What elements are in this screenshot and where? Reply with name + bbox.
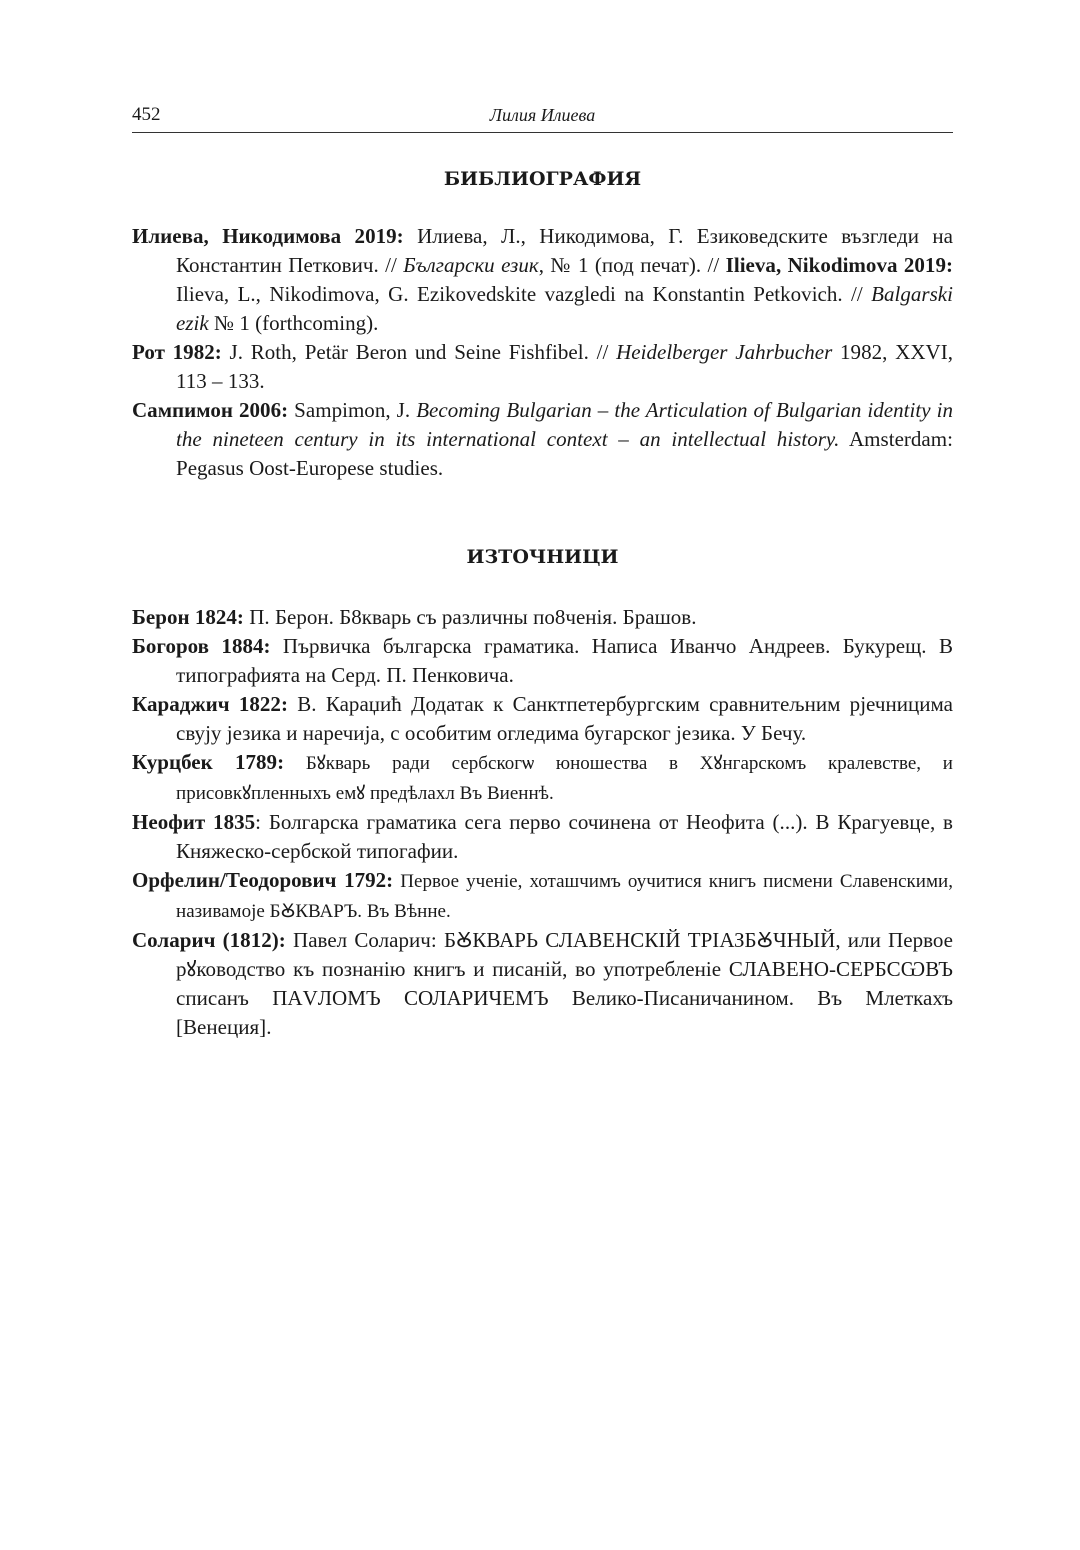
entry-text: Первое ученіе, хоташчимъ оучитися книгъ писмени Славенскими, називамоје БꙊКВАРЪ. Въ Вѣнне.: [176, 871, 953, 922]
source-entry: [132, 632, 953, 690]
entry-key: Берон 1824:: [132, 605, 244, 629]
entry-text: № 1 (forthcoming).: [208, 311, 379, 335]
source-entry: [132, 603, 953, 632]
bibliography-list: [132, 222, 953, 483]
entry-key: Сампимон 2006:: [132, 398, 289, 422]
source-entry: [132, 926, 953, 1042]
entry-text: Бꙋкварь ради сербскогѡ юношества в Хꙋнгарскомъ кралевстве, и присовкꙋпленныхъ емꙋ предѣлахл Въ Виеннѣ.: [176, 753, 953, 804]
bibliography-entry: [132, 338, 953, 396]
source-entry: [132, 748, 953, 808]
entry-italic: Български език: [403, 253, 539, 277]
entry-key: Орфелин/Теодорович 1792:: [132, 868, 394, 892]
source-entry: [132, 808, 953, 866]
entry-text: Илиева, Л., Никодимова, Г. Езиковедските възгледи на Константин Петкович. //: [176, 224, 953, 277]
sources-list: [132, 603, 953, 1042]
entry-key: Караджич 1822:: [132, 692, 288, 716]
bibliography-entry: [132, 222, 953, 338]
running-head: Лилия Илиева: [489, 105, 596, 125]
source-entry: [132, 866, 953, 926]
entry-text: : Болгарска граматика сега перво сочинена от Неофита (...). В Крагуевце, в Княжеско-сербской типогафии.: [176, 810, 953, 863]
entry-text: Amsterdam: Pegasus Oost-Europese studies.: [176, 427, 953, 480]
bibliography-title: БИБЛИОГРАФИЯ: [443, 168, 642, 190]
entry-key: Богоров 1884:: [132, 634, 271, 658]
entry-key: Рот 1982:: [132, 340, 222, 364]
entry-italic: Becoming Bulgarian – the Articulation of Bulgarian identity in the nineteen century in its international context – an intellectual history.: [176, 398, 953, 451]
entry-text: J. Roth, Petär Beron und Seine Fishfibel. //: [221, 340, 617, 364]
entry-italic: Heidelberger Jahrbucher: [616, 340, 833, 364]
source-entry: [132, 690, 953, 748]
entry-text: Sampimon, J.: [288, 398, 417, 422]
entry-text: Първичка българска граматика. Написа Иванчо Андреев. Букурещ. В типографията на Серд. П. Пенковича.: [176, 634, 953, 687]
bibliography-entry: [132, 396, 953, 483]
page-number: 452: [132, 104, 161, 125]
entry-key: Илиева, Никодимова 2019:: [132, 224, 404, 248]
entry-key: Соларич (1812):: [132, 928, 286, 952]
entry-text: 1982, XXVI, 113 – 133.: [176, 340, 953, 393]
entry-text: Ilieva, L., Nikodimova, G. Ezikovedskite vazgledi na Konstantin Petkovich. //: [176, 282, 872, 306]
entry-text: П. Берон. Б8кварь съ различны по8ченія. Брашов.: [243, 605, 697, 629]
entry-key: Курцбек 1789:: [132, 750, 285, 774]
entry-key: Неофит 1835: [132, 810, 256, 834]
entry-italic: Balgarski ezik: [176, 282, 953, 335]
page-header: [132, 102, 953, 133]
entry-text: В. Караџић Додатак к Санктпетербургским сравнитељним рјечницима свују језика и наречија, с особитим огледима бугарског језика. У Бечу.: [176, 692, 953, 745]
entry-text: , № 1 (под печат). //: [538, 253, 726, 277]
entry-text: Павел Соларич: БꙊКВАРЬ СЛАВЕНСКІЙ ТРІАЗБꙊЧНЫЙ, или Первое рꙋководство къ познанію книгъ и писаній, во употребленіе СЛАВЕНО-СЕРБСѠВЪ списанъ ПАVЛОМЪ СОЛАРИЧЕМЪ Велико-Писаничанином. Въ Млеткахъ [Венеция].: [176, 928, 953, 1039]
sources-title: ИЗТОЧНИЦИ: [466, 546, 619, 568]
entry-key-latin: Ilieva, Nikodimova 2019:: [725, 253, 953, 277]
